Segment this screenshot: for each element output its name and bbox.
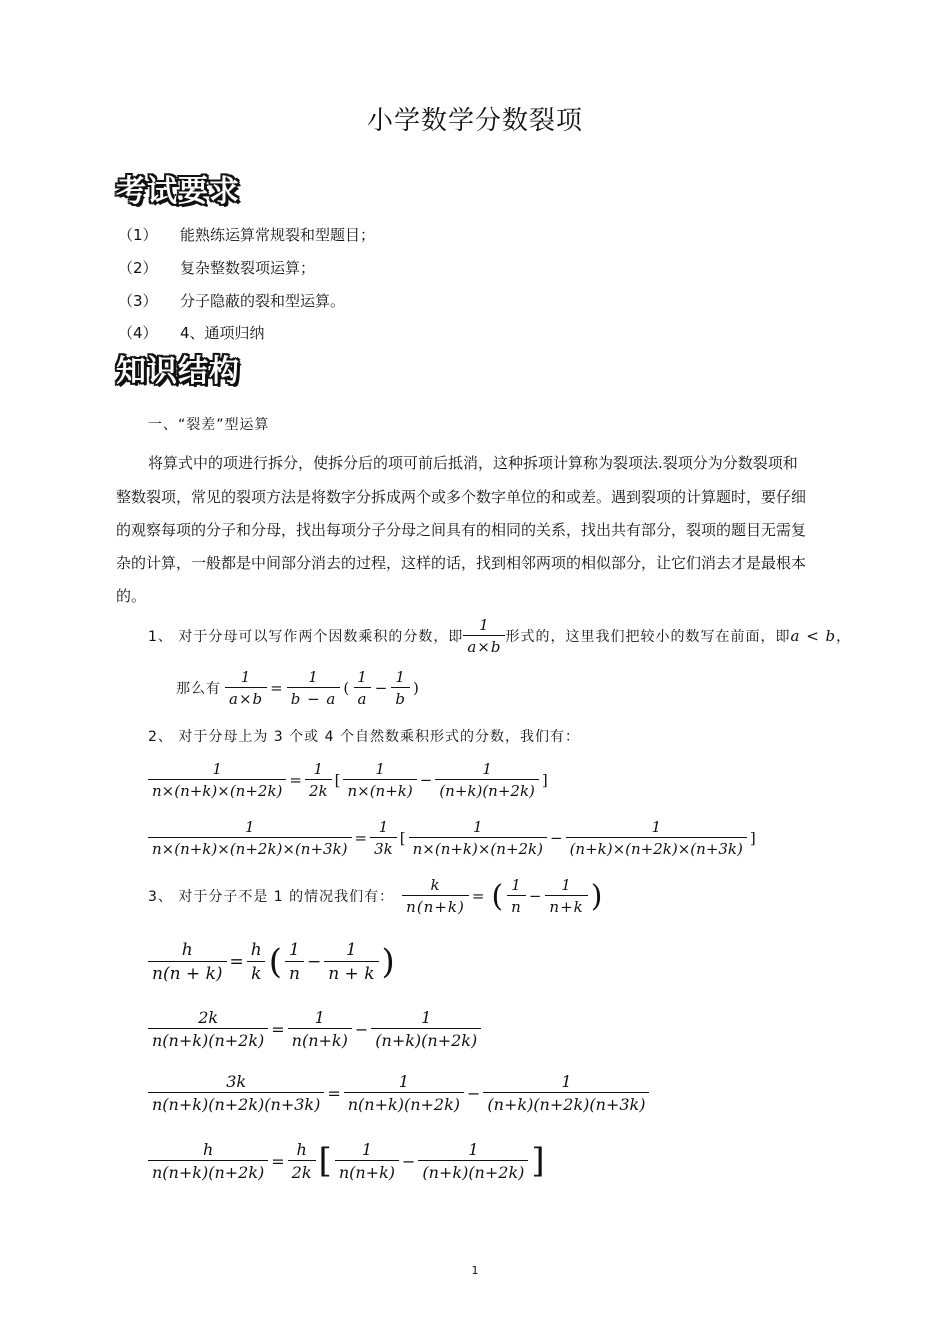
numerator: 1: [421, 1008, 432, 1027]
denominator: n(n+k): [335, 1160, 399, 1182]
numerator: h: [296, 1140, 307, 1159]
fraction: [343, 760, 416, 800]
fraction: [545, 876, 587, 916]
denominator: n×(n+k)×(n+2k)×(n+3k): [148, 837, 352, 858]
fraction: [148, 1140, 268, 1182]
fraction: [287, 668, 341, 708]
denominator: (n+k)(n+2k): [371, 1028, 481, 1050]
fraction: [285, 940, 304, 984]
item-2: 2、 对于分母上为 3 个或 4 个自然数乘积形式的分数，我们有：: [148, 729, 580, 745]
numerator: 1: [473, 818, 483, 836]
requirement-item: [118, 257, 315, 278]
numerator: 1: [357, 668, 368, 686]
denominator: 3k: [370, 837, 397, 858]
subsection-heading: 一、“裂差”型运算: [148, 417, 270, 433]
numerator: 1: [561, 876, 572, 894]
formula-8: [148, 1140, 548, 1182]
fraction: [507, 876, 526, 916]
fraction-1-over-axb: [463, 616, 505, 656]
math-operator: −: [374, 679, 389, 697]
formula-6: [148, 1008, 481, 1050]
denominator: (n+k)×(n+2k)×(n+3k): [566, 837, 747, 858]
item-3: [148, 876, 606, 916]
numerator: 1: [482, 760, 492, 778]
fraction: [391, 668, 410, 708]
math-operator: =: [271, 1151, 285, 1171]
math-operator: (: [491, 878, 505, 914]
math-operator: =: [327, 1083, 341, 1103]
requirement-item: [118, 290, 345, 311]
requirement-item: [118, 224, 375, 245]
denominator: n×(n+k)×(n+2k): [148, 779, 286, 800]
requirement-number: （4）: [118, 324, 158, 342]
fraction: [148, 1072, 324, 1114]
fraction: [324, 940, 378, 984]
numerator: h: [202, 1140, 214, 1159]
denominator: n: [507, 895, 526, 916]
fraction: [148, 940, 227, 984]
math-operator: −: [550, 829, 563, 847]
fraction: [402, 876, 469, 916]
math-operator: =: [270, 679, 284, 697]
fraction: [148, 818, 352, 858]
numerator: 1: [479, 616, 490, 634]
paragraph-line: 整数裂项，常见的裂项方法是将数字分拆成两个或多个数字单位的和或差。遇到裂项的计算题时，要仔细: [116, 488, 807, 506]
denominator: n(n + k): [148, 961, 227, 984]
numerator: 1: [212, 760, 222, 778]
page-title: 小学数学分数裂项: [366, 106, 583, 136]
numerator: 1: [361, 1140, 372, 1159]
denominator: a×b: [225, 687, 267, 708]
requirement-number: （1）: [118, 226, 158, 244]
math-operator: [: [318, 1141, 332, 1181]
denominator: (n+k)(n+2k): [418, 1160, 528, 1182]
math-operator: =: [271, 1019, 285, 1039]
denominator: a×b: [463, 635, 505, 656]
requirement-text: 4、通项归纳: [180, 324, 265, 342]
denominator: n(n+k): [288, 1028, 352, 1050]
numerator: 1: [395, 668, 406, 686]
fraction: [288, 1140, 316, 1182]
paragraph-line: 的。: [116, 587, 147, 605]
math-operator: (: [268, 942, 282, 982]
fraction: [288, 1008, 352, 1050]
requirement-number: （3）: [118, 292, 158, 310]
formula-7: [148, 1072, 649, 1114]
numerator: 3k: [226, 1072, 247, 1091]
numerator: h: [181, 940, 193, 960]
fraction: [566, 818, 747, 858]
denominator: n: [285, 961, 304, 984]
math-operator: ]: [531, 1141, 545, 1181]
math-operator: (: [343, 679, 351, 697]
fraction: [409, 818, 547, 858]
section-heading-knowledge-structure: 知识结构: [116, 354, 240, 389]
formula-2: [148, 760, 551, 800]
denominator: k: [247, 961, 265, 984]
fraction: [418, 1140, 528, 1182]
paragraph-line: 杂的计算，一般都是中间部分消去的过程，这样的话，找到相邻两项的相似部分，让它们消去才是最根本: [116, 554, 807, 572]
fraction: [483, 1072, 649, 1114]
math-operator: =: [229, 952, 244, 972]
numerator: 1: [651, 818, 661, 836]
item-1-tail: ，: [836, 629, 852, 645]
math-operator: −: [467, 1083, 481, 1103]
requirement-text: 能熟练运算常规裂和型题目；: [180, 226, 376, 244]
item-1-lead: 1、 对于分母可以写作两个因数乘积的分数，即: [148, 629, 464, 645]
fraction: [371, 1008, 481, 1050]
denominator: n(n+k)(n+2k)(n+3k): [148, 1092, 324, 1114]
math-operator: ): [590, 878, 604, 914]
numerator: h: [250, 940, 262, 960]
numerator: 1: [289, 940, 300, 960]
math-operator: [: [399, 829, 406, 847]
fraction: [370, 818, 397, 858]
denominator: (n+k)(n+2k): [435, 779, 539, 800]
math-operator: −: [354, 1019, 369, 1039]
numerator: 1: [375, 760, 385, 778]
condition-a-lt-b: a < b: [790, 627, 837, 645]
numerator: 1: [468, 1140, 479, 1159]
fraction: [335, 1140, 399, 1182]
math-operator: ): [412, 679, 420, 697]
numerator: 1: [240, 668, 252, 686]
math-operator: −: [419, 771, 433, 789]
numerator: 1: [561, 1072, 572, 1091]
item-1-then: 那么有: [176, 681, 221, 697]
item-1: [148, 616, 851, 656]
math-operator: =: [289, 771, 302, 789]
math-operator: ]: [749, 829, 756, 847]
fraction: [148, 1008, 268, 1050]
denominator: n(n+k)(n+2k): [148, 1028, 268, 1050]
denominator: b − a: [287, 687, 341, 708]
denominator: n×(n+k)×(n+2k): [409, 837, 547, 858]
formula-5: [148, 940, 398, 984]
denominator: 2k: [305, 779, 332, 800]
denominator: n(n+k): [402, 895, 469, 916]
math-operator: [: [334, 771, 341, 789]
fraction: [353, 668, 372, 708]
numerator: 1: [314, 1008, 325, 1027]
math-operator: ): [381, 942, 395, 982]
denominator: n(n+k)(n+2k): [148, 1160, 268, 1182]
denominator: n×(n+k): [343, 779, 416, 800]
fraction: [344, 1072, 464, 1114]
math-operator: −: [402, 1151, 416, 1171]
fraction: [148, 760, 286, 800]
math-operator: =: [471, 887, 486, 905]
formula-4: [402, 876, 606, 916]
denominator: 2k: [288, 1160, 316, 1182]
requirement-text: 分子隐蔽的裂和型运算。: [180, 292, 346, 310]
denominator: n(n+k)(n+2k): [344, 1092, 464, 1114]
numerator: 1: [398, 1072, 409, 1091]
numerator: 1: [244, 818, 255, 836]
numerator: 1: [378, 818, 389, 836]
math-operator: −: [306, 952, 322, 972]
numerator: k: [430, 876, 441, 894]
numerator: 2k: [198, 1008, 219, 1027]
paragraph-line: 将算式中的项进行拆分，使拆分后的项可前后抵消，这种拆项计算称为裂项法.裂项分为分数裂项和: [148, 454, 798, 472]
denominator: n+k: [545, 895, 587, 916]
numerator: 1: [511, 876, 522, 894]
math-operator: ]: [541, 771, 548, 789]
fraction: [305, 760, 332, 800]
item-3-lead: 3、 对于分子不是 1 的情况我们有：: [148, 889, 395, 905]
math-operator: =: [354, 829, 368, 847]
denominator: b: [391, 687, 410, 708]
item-1-mid: 形式的，这里我们把较小的数写在前面，即: [505, 629, 791, 645]
numerator: 1: [313, 760, 324, 778]
fraction: [435, 760, 539, 800]
requirement-number: （2）: [118, 259, 158, 277]
denominator: a: [354, 687, 372, 708]
requirement-text: 复杂整数裂项运算；: [180, 259, 316, 277]
requirement-item: [118, 322, 265, 343]
denominator: (n+k)(n+2k)(n+3k): [483, 1092, 649, 1114]
formula-3: [148, 818, 759, 858]
item-1-formula: [176, 668, 423, 708]
fraction: [225, 668, 267, 708]
denominator: n + k: [324, 961, 378, 984]
page-number: 1: [471, 1264, 479, 1277]
section-heading-exam-requirements: 考试要求: [116, 174, 240, 209]
numerator: 1: [308, 668, 319, 686]
formula-1: [225, 668, 423, 708]
fraction: [247, 940, 266, 984]
math-operator: −: [528, 887, 543, 905]
paragraph-line: 的观察每项的分子和分母，找出每项分子分母之间具有的相同的关系，找出共有部分，裂项的题目无需复: [116, 521, 807, 539]
numerator: 1: [345, 940, 357, 960]
